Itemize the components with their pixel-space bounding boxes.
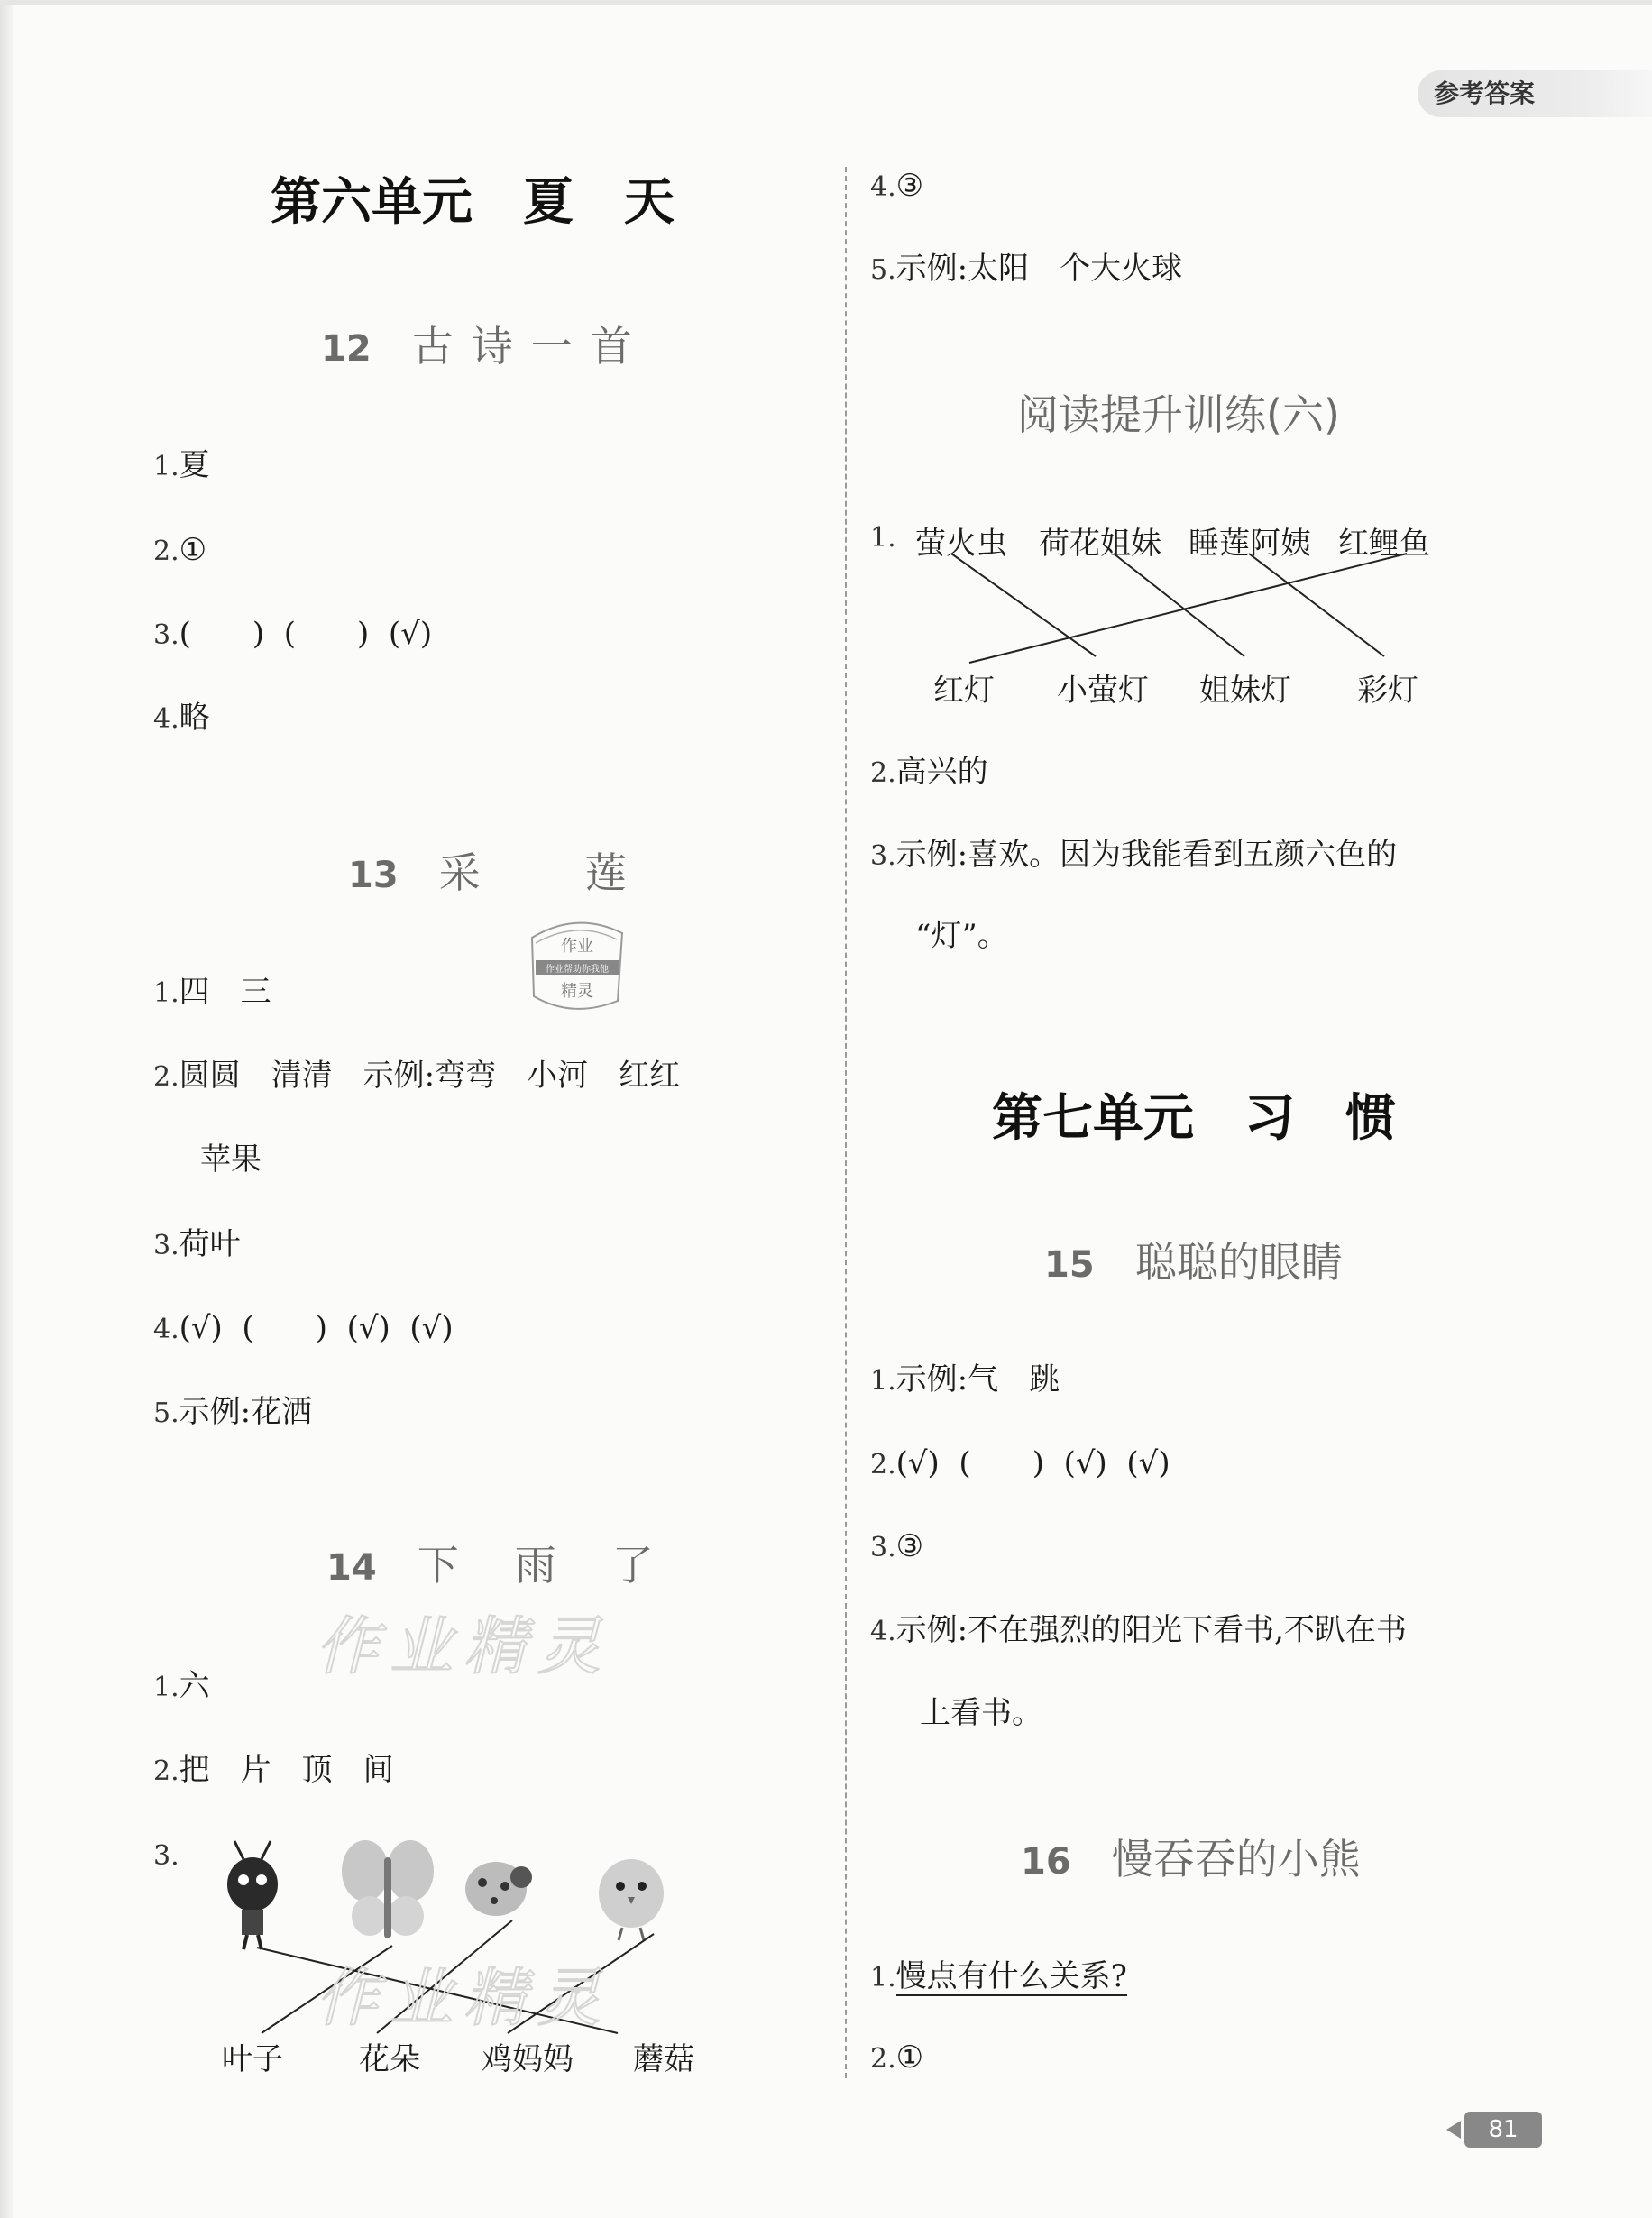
lesson15-item-2: 2.(√) ( ) (√) (√) xyxy=(870,1445,1170,1481)
lesson16-item-1: 1.慢点有什么关系? xyxy=(870,1958,1127,1994)
lesson15-item-3: 3.③ xyxy=(870,1528,924,1564)
ladybug-icon xyxy=(465,1862,532,1916)
reading6-top-word-1: 萤火虫 xyxy=(915,526,1007,562)
reading6-top-word-2: 荷花姐妹 xyxy=(1039,526,1161,562)
lesson15-item-4-cont: 上看书。 xyxy=(920,1695,1042,1731)
lesson14-item-4: 4.③ xyxy=(870,168,924,204)
lesson12-item-4: 4.略 xyxy=(153,700,210,736)
answer-key-tab: 参考答案 xyxy=(1418,70,1652,117)
unit6-title: 第六单元 夏 天 xyxy=(271,173,675,232)
match-word-flower: 花朵 xyxy=(359,2041,420,2077)
match-word-mushroom: 蘑菇 xyxy=(633,2041,694,2077)
lesson14-item-1: 1.六 xyxy=(153,1668,210,1704)
reading6-title: 阅读提升训练(六) xyxy=(1017,390,1340,439)
lesson14-heading xyxy=(326,1533,661,1592)
lesson14-item-5: 5.示例:太阳 个大火球 xyxy=(870,251,1183,287)
lesson15-heading xyxy=(1044,1230,1343,1289)
lesson15-item-1: 1.示例:气 跳 xyxy=(870,1361,1060,1398)
reading6-match-lines xyxy=(902,550,1461,667)
lesson16-heading xyxy=(1021,1827,1361,1886)
lesson12-heading xyxy=(321,314,650,373)
lesson15-number: 15 xyxy=(1044,1244,1095,1286)
stamp-middle-text: 作业帮助你我他 xyxy=(546,965,609,975)
reading6-bottom-word-2: 小萤灯 xyxy=(1057,673,1149,709)
watermark-text-2: 作业精灵 xyxy=(316,1961,611,2035)
chick-icon xyxy=(599,1859,664,1940)
reading6-item-1-num: 1. xyxy=(870,522,896,554)
lesson14-title: 下 雨 了 xyxy=(417,1541,661,1590)
reading6-item-2: 2.高兴的 xyxy=(870,754,988,790)
page-number-arrow-icon xyxy=(1446,2121,1461,2139)
lesson13-title: 采 莲 xyxy=(438,848,634,897)
reading6-item-3-cont: “灯”。 xyxy=(915,918,1008,954)
reading6-bottom-word-4: 彩灯 xyxy=(1357,673,1418,709)
lesson14-number: 14 xyxy=(326,1547,377,1589)
watermark-text-1: 作业精灵 xyxy=(316,1609,611,1683)
lesson13-item-3: 3.荷叶 xyxy=(153,1226,241,1262)
lesson16-number: 16 xyxy=(1021,1841,1071,1883)
reading6-bottom-word-3: 姐妹灯 xyxy=(1199,673,1291,709)
reading6-top-word-3: 睡莲阿姨 xyxy=(1189,526,1311,562)
lesson13-item-5: 5.示例:花洒 xyxy=(153,1394,313,1430)
stamp-bottom-text: 精灵 xyxy=(561,982,593,1001)
lesson15-title: 聪聪的眼睛 xyxy=(1134,1238,1343,1287)
lesson13-item-2: 2.圆圆 清清 示例:弯弯 小河 红红 xyxy=(153,1058,681,1094)
watermark-stamp xyxy=(523,911,631,1019)
lesson16-item-2: 2.① xyxy=(870,2039,924,2076)
lesson12-item-2: 2.① xyxy=(153,532,207,568)
page-top-border xyxy=(0,0,1652,5)
reading6-top-word-4: 红鲤鱼 xyxy=(1338,526,1430,562)
lesson12-title: 古诗一首 xyxy=(411,322,650,371)
match-word-leaf: 叶子 xyxy=(222,2041,283,2077)
stamp-top-text: 作业 xyxy=(561,937,593,956)
reading6-bottom-word-1: 红灯 xyxy=(933,673,995,709)
unit7-title: 第七单元 习 惯 xyxy=(992,1089,1396,1148)
ant-icon xyxy=(227,1841,278,1949)
lesson13-item-2-cont: 苹果 xyxy=(200,1141,262,1178)
lesson13-item-1: 1.四 三 xyxy=(153,974,271,1010)
lesson14-item-3: 3. xyxy=(153,1840,179,1872)
lesson13-item-4: 4.(√) ( ) (√) (√) xyxy=(153,1310,454,1346)
lesson13-heading xyxy=(348,840,634,900)
lesson16-title: 慢吞吞的小熊 xyxy=(1111,1835,1361,1883)
match-word-hen: 鸡妈妈 xyxy=(482,2041,574,2077)
page-edge xyxy=(0,0,13,2218)
lesson15-item-4: 4.示例:不在强烈的阳光下看书,不趴在书 xyxy=(870,1612,1407,1648)
reading6-item-3: 3.示例:喜欢。因为我能看到五颜六色的 xyxy=(870,837,1398,873)
lesson12-item-3: 3.( ) ( ) (√) xyxy=(153,616,433,652)
butterfly-icon xyxy=(342,1840,434,1938)
lesson12-number: 12 xyxy=(321,328,372,370)
lesson13-number: 13 xyxy=(348,855,399,896)
column-divider xyxy=(845,167,847,2078)
page-number: 81 xyxy=(1464,2112,1542,2148)
lesson14-item-2: 2.把 片 顶 间 xyxy=(153,1752,394,1788)
lesson12-item-1: 1.夏 xyxy=(153,447,210,483)
